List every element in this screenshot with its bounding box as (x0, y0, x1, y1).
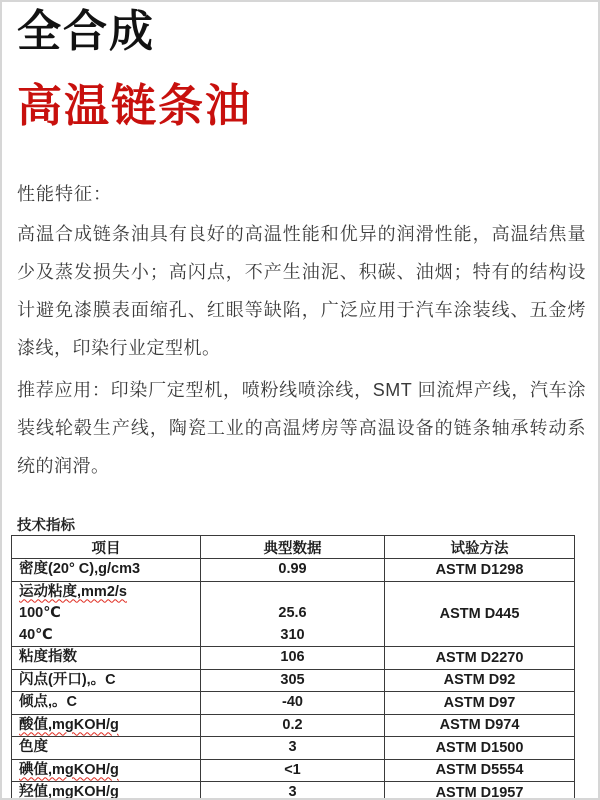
cell-line (12, 715, 200, 737)
table-row (12, 782, 575, 800)
spec-table (11, 535, 575, 800)
paragraph-line: 计避免漆膜表面缩孔、红眼等缺陷，广泛应用于汽车涂装线、五金烤 (17, 300, 586, 320)
spec-method-cell: ASTM D445 (385, 581, 575, 647)
cell-line (201, 582, 384, 604)
spec-method-cell: ASTM D1298 (385, 559, 575, 582)
spec-item-cell (12, 782, 201, 800)
spec-method-cell: ASTM D5554 (385, 759, 575, 782)
spellcheck-marked-text: 运动粘度,mm2/s (19, 583, 127, 600)
paragraph-line: 少及蒸发损失小；高闪点，不产生油泥、积碳、油烟；特有的结构设 (17, 262, 586, 282)
spec-table-head (12, 536, 575, 559)
spec-value-cell (201, 737, 385, 760)
performance-heading: 性能特征： (17, 184, 112, 204)
table-row (12, 647, 575, 670)
spec-value-cell (201, 669, 385, 692)
product-name-title: 高温链条油 (17, 80, 253, 131)
cell-line: 密度(20° C),g/cm3 (19, 561, 141, 577)
spellcheck-marked-text: 酸值,mgKOH/g (19, 716, 119, 733)
cell-line (12, 582, 200, 604)
cell-line: -40 (282, 694, 303, 710)
spec-value-cell (201, 559, 385, 582)
cell-line: 倾点,。C (19, 694, 77, 710)
table-header-row (12, 536, 575, 559)
application-paragraph (17, 371, 586, 485)
spec-value-cell (201, 581, 385, 647)
cell-line: 106 (280, 649, 305, 665)
table-row (12, 692, 575, 715)
column-header: 典型数据 (201, 536, 385, 559)
table-row (12, 759, 575, 782)
spec-method-cell: ASTM D92 (385, 669, 575, 692)
paragraph-line: 装线轮毂生产线，陶瓷工业的高温烤房等高温设备的链条轴承转动系 (17, 418, 586, 438)
spec-item-cell (12, 692, 201, 715)
cell-line: 0.2 (282, 716, 303, 733)
table-row (12, 559, 575, 582)
cell-line: 0.99 (278, 561, 307, 577)
table-row (12, 714, 575, 737)
spec-item-cell (12, 669, 201, 692)
spec-method-cell: ASTM D1500 (385, 737, 575, 760)
cell-line: 3 (288, 784, 297, 800)
table-row (12, 669, 575, 692)
cell-line: 310 (280, 626, 305, 643)
cell-line (12, 782, 200, 800)
spec-item-cell (12, 647, 201, 670)
cell-line (12, 760, 200, 782)
cell-line: 色度 (19, 739, 48, 755)
cell-line: 粘度指数 (19, 649, 77, 665)
spec-value-cell (201, 782, 385, 800)
spec-table-caption: 技术指标 (17, 518, 75, 534)
paragraph-line: 高温合成链条油具有良好的高温性能和优异的润滑性能，高温结焦量 (17, 224, 586, 244)
cell-line: <1 (284, 761, 301, 778)
spellcheck-marked-text: 碘值,mgKOH/g (19, 761, 119, 778)
paragraph-line: 漆线，印染行业定型机。 (17, 338, 221, 358)
spec-value-cell (201, 692, 385, 715)
spec-item-cell (12, 581, 201, 647)
paragraph-line: 统的润滑。 (17, 456, 110, 476)
column-header: 项目 (12, 536, 201, 559)
spec-value-cell (201, 759, 385, 782)
performance-paragraph (17, 215, 586, 367)
spec-method-cell: ASTM D2270 (385, 647, 575, 670)
paragraph-line: 推荐应用：印染厂定型机，喷粉线喷涂线，SMT 回流焊产线，汽车涂 (17, 380, 586, 400)
cell-line: 305 (280, 671, 305, 688)
cell-line: 3 (288, 739, 297, 755)
spec-value-cell (201, 647, 385, 670)
spec-item-cell (12, 714, 201, 737)
spec-method-cell: ASTM D1957 (385, 782, 575, 800)
product-series-title: 全合成 (17, 7, 155, 56)
column-header: 试验方法 (385, 536, 575, 559)
spec-table-body (12, 559, 575, 800)
spec-method-cell: ASTM D97 (385, 692, 575, 715)
table-row (12, 737, 575, 760)
spellcheck-marked-text: 羟值,mgKOH/g (19, 784, 119, 800)
cell-line: 100℃ (19, 605, 61, 621)
spec-method-cell: ASTM D974 (385, 714, 575, 737)
spec-item-cell (12, 737, 201, 760)
cell-line: 25.6 (278, 605, 307, 621)
spec-item-cell (12, 759, 201, 782)
spec-value-cell (201, 714, 385, 737)
table-row (12, 581, 575, 647)
cell-line: 40℃ (19, 626, 53, 643)
spec-item-cell (12, 559, 201, 582)
cell-line: 闪点(开口),。C (19, 671, 116, 688)
